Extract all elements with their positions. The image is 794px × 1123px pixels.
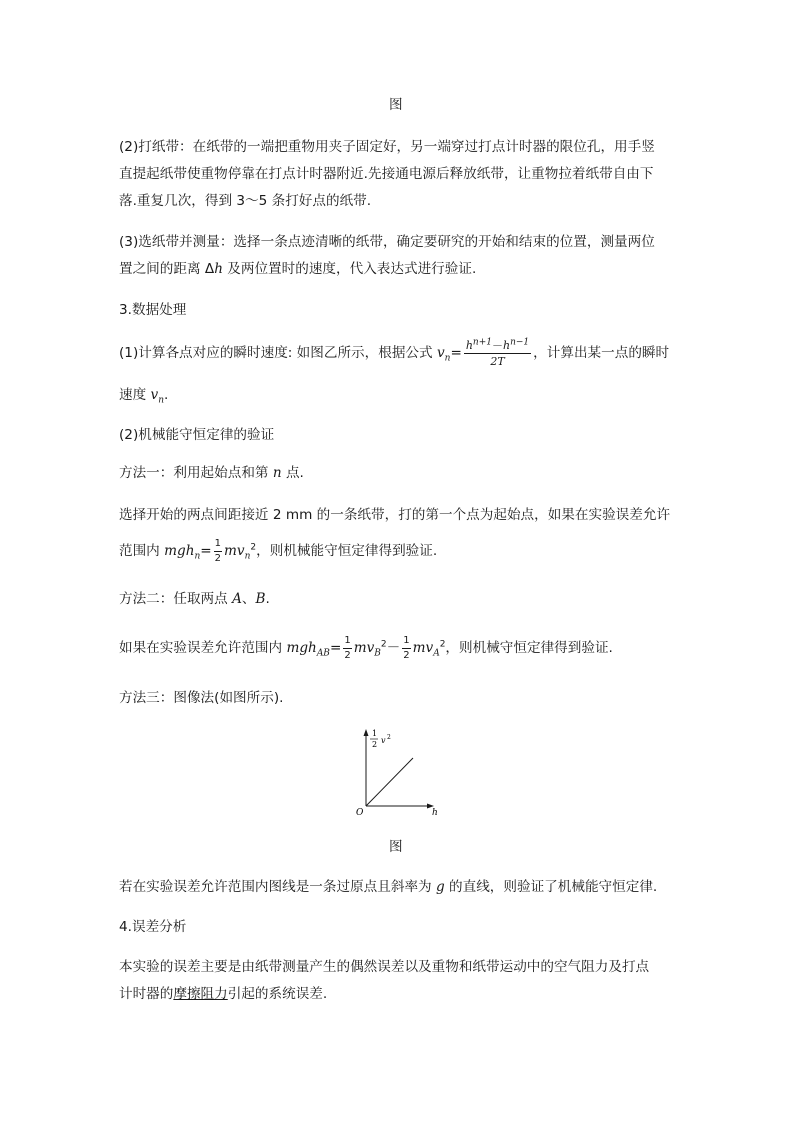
var-mgh: mgh [286,640,317,656]
y-label-v: v [381,736,386,745]
y-label-numerator: 1 [372,729,378,738]
minus-sign: － [492,338,503,352]
sup-n-plus-1: n+1 [472,336,492,347]
var-g: g [435,879,445,895]
equals-sign: = [200,543,212,559]
method1-conclusion: ，则机械能守恒定律得到验证. [256,543,438,559]
step3-line2 [119,259,476,279]
error-analysis-line1: 本实验的误差主要是由纸带测量产生的偶然误差以及重物和纸带运动中的空气阻力及打点 [119,959,650,975]
range-text: 如果在实验误差允许范围内 [119,640,287,656]
speed-label: 速度 [119,387,151,403]
velocity-formula-line [119,338,669,368]
step3-text: 置之间的距离 Δ [119,261,215,277]
fraction-denominator: 2T [490,354,505,368]
method2-line [119,633,613,663]
x-axis-label: h [432,808,438,818]
section-4-heading: 4.误差分析 [119,919,187,935]
minus-sign: － [386,640,401,656]
half-fraction-2 [402,636,410,661]
step2-line3: 落.重复几次，得到 3～5 条打好点的纸带. [119,193,372,209]
fraction-denominator: 2 [403,649,410,661]
error-text-end: 引起的系统误差. [227,986,328,1002]
sup-2: 2 [439,639,446,650]
equals-sign: = [329,640,342,656]
proportional-line [366,758,413,806]
fraction-denominator: 2 [344,649,351,661]
period: . [164,387,169,403]
method1-line2 [119,536,437,566]
sub-n: n [158,395,164,406]
friction-term: 摩擦阻力 [173,986,228,1002]
method1-line1: 选择开始的两点间距接近 2 mm 的一条纸带，打的第一个点为起始点，如果在实验误差允许 [119,507,671,523]
range-text: 范围内 [119,543,165,559]
sub-n: n [444,353,451,364]
method2-conclusion: ，则机械守恒定律得到验证. [445,640,613,656]
step2-line1: (2)打纸带：在纸带的一端把重物用夹子固定好，另一端穿过打点计时器的限位孔，用手竖 [119,139,655,155]
step2-line2: 直提起纸带使重物停靠在打点计时器附近.先接通电源后释放纸带，让重物拉着纸带自由下 [119,166,654,182]
var-h2: h [503,338,511,352]
method2-title [119,589,270,609]
y-label-exponent: 2 [387,734,391,741]
formula-tail: ，计算出某一点的瞬时 [533,345,670,361]
point-b: B [255,591,266,607]
var-v: v [436,345,445,361]
sup-n-minus-1: n−1 [510,336,530,347]
method1-text: 方法一：利用起始点和第 [119,465,273,481]
var-h: h [214,261,223,277]
method1-text-end: 点. [281,465,304,481]
separator: 、 [241,591,256,607]
method2-text: 方法二：任取两点 [119,591,233,607]
fraction-numerator [464,336,531,354]
step3-line1: (3)选纸带并测量：选择一条点迹清晰的纸带，确定要研究的开始和结束的位置，测量两位 [119,234,655,250]
sub-b: B [374,648,381,659]
var-v: v [150,387,159,403]
period: . [265,591,270,607]
half-fraction [214,539,222,564]
var-n: n [272,465,282,481]
origin-label: O [356,808,364,818]
fraction-denominator: 2 [214,552,222,564]
half-fraction-1 [343,636,351,661]
equals-sign: = [450,345,462,361]
point-a: A [232,591,242,607]
sup-2: 2 [250,542,257,553]
var-mv-a: mv [412,640,434,656]
var-mv: mv [224,543,245,559]
error-analysis-line2 [119,984,327,1004]
y-axis-arrow-icon [364,729,369,736]
method1-title [119,463,304,483]
var-mv-b: mv [353,640,375,656]
sub-ab: AB [316,648,330,659]
velocity-line2 [119,385,168,405]
sub-n: n [194,551,201,562]
y-label-denominator: 2 [372,740,378,749]
conclusion-text-end: 的直线，则验证了机械能守恒定律. [444,879,658,895]
step3-text-end: 及两位置时的速度，代入表达式进行验证. [222,261,477,277]
figure-caption-bottom: 图 [389,839,403,855]
method3-title: 方法三：图像法(如图所示). [119,690,284,706]
conclusion-text: 若在实验误差允许范围内图线是一条过原点且斜率为 [119,879,436,895]
section-3-heading: 3.数据处理 [119,302,187,318]
fraction-numerator: 1 [343,636,351,649]
fraction-numerator: 1 [402,636,410,649]
verification-heading: (2)机械能守恒定律的验证 [119,427,275,443]
figure-caption-top: 图 [389,97,403,113]
sub-a: A [433,648,440,659]
velocity-fraction [464,336,531,368]
sub-n: n [244,551,251,562]
fraction-numerator: 1 [214,539,222,552]
var-mgh: mgh [164,543,195,559]
var-h1: h [465,338,473,352]
sup-2: 2 [380,639,387,650]
error-text: 计时器的 [119,986,174,1002]
formula-intro: (1)计算各点对应的瞬时速度: 如图乙所示，根据公式 [119,345,437,361]
conclusion-line [119,877,657,897]
half-v-squared-vs-h-graph [348,726,448,818]
